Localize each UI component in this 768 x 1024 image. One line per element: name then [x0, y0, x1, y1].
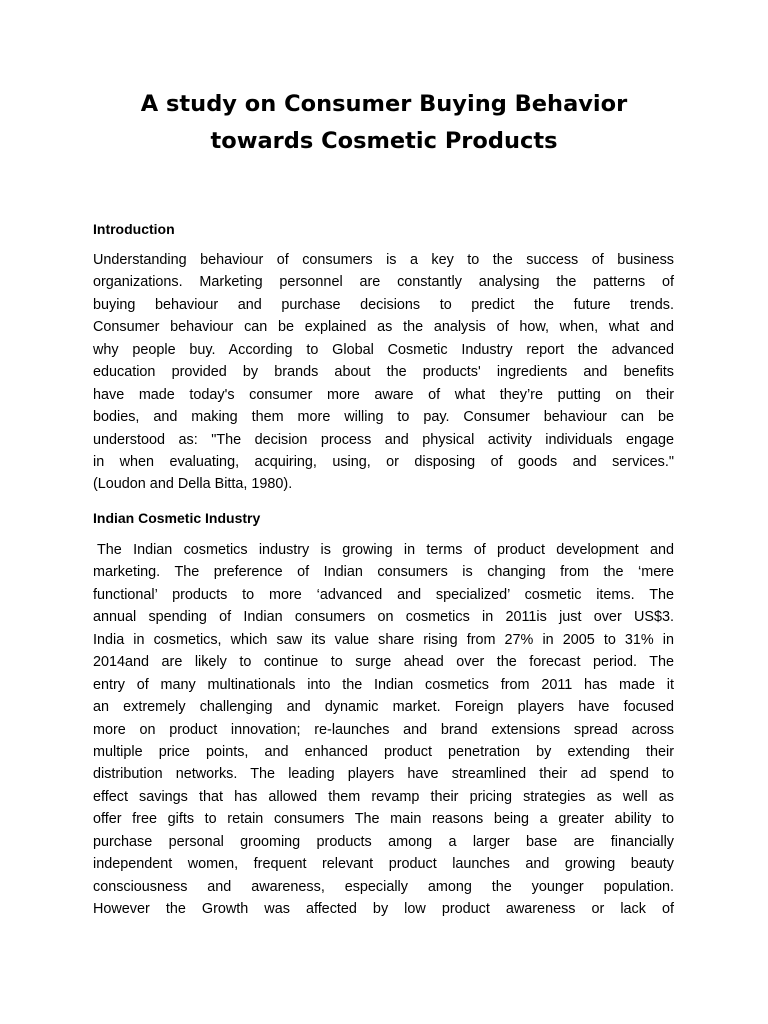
- paragraph-line: buying behaviour and purchase decisions to predict the future trends.: [93, 296, 674, 313]
- paragraph-line: understood as: "The decision process and physical activity individuals engage: [93, 431, 674, 448]
- paragraph-line: have made today's consumer more aware of what they’re putting on their: [93, 386, 674, 403]
- paragraph-line: (Loudon and Della Bitta, 1980).: [93, 476, 293, 493]
- paragraph-line: entry of many multinationals into the Indian cosmetics from 2011 has made it: [93, 676, 674, 693]
- title-line-2: towards Cosmetic Products: [210, 128, 558, 154]
- paragraph-line: 2014and are likely to continue to surge ahead over the forecast period. The: [93, 654, 674, 671]
- indian-cosmetic-industry-paragraph: [93, 539, 674, 920]
- section-heading-introduction: Introduction: [93, 221, 175, 237]
- paragraph-line: marketing. The preference of Indian consumers is changing from the ‘mere: [93, 564, 674, 581]
- paragraph-line: However the Growth was affected by low product awareness or lack of: [93, 901, 674, 917]
- paragraph-line: effect savings that has allowed them revamp their pricing strategies as well as: [93, 788, 674, 805]
- paragraph-line: consciousness and awareness, especially among the younger population.: [93, 878, 674, 895]
- introduction-paragraph: [93, 249, 674, 496]
- paragraph-line: annual spending of Indian consumers on cosmetics in 2011is just over US$3.: [93, 609, 674, 626]
- paragraph-line: The Indian cosmetics industry is growing in terms of product development and: [97, 542, 674, 558]
- paragraph-line: an extremely challenging and dynamic market. Foreign players have focused: [93, 699, 674, 716]
- paragraph-line: more on product innovation; re-launches and brand extensions spread across: [93, 721, 674, 738]
- paragraph-line: Consumer behaviour can be explained as the analysis of how, when, what and: [93, 319, 674, 336]
- paragraph-line: organizations. Marketing personnel are constantly analysing the patterns of: [93, 274, 674, 291]
- title-line-1: A study on Consumer Buying Behavior: [140, 91, 628, 117]
- paragraph-line: distribution networks. The leading players have streamlined their ad spend to: [93, 766, 674, 783]
- paragraph-line: India in cosmetics, which saw its value share rising from 27% in 2005 to 31% in: [93, 631, 674, 648]
- paragraph-line: in when evaluating, acquiring, using, or disposing of goods and services.": [93, 453, 674, 470]
- paragraph-line: independent women, frequent relevant product launches and growing beauty: [93, 856, 674, 873]
- paragraph-line: education provided by brands about the products' ingredients and benefits: [93, 364, 674, 381]
- paragraph-line: multiple price points, and enhanced product penetration by extending their: [93, 743, 674, 760]
- paragraph-line: purchase personal grooming products among a larger base are financially: [93, 833, 674, 850]
- document-title: [60, 86, 708, 160]
- paragraph-line: offer free gifts to retain consumers The main reasons being a greater ability to: [93, 811, 674, 828]
- paragraph-line: functional’ products to more ‘advanced and specialized’ cosmetic items. The: [93, 586, 674, 603]
- section-heading-indian-cosmetic-industry: Indian Cosmetic Industry: [93, 510, 261, 526]
- paragraph-line: Understanding behaviour of consumers is a key to the success of business: [93, 252, 674, 268]
- paragraph-line: why people buy. According to Global Cosmetic Industry report the advanced: [93, 341, 674, 358]
- paragraph-line: bodies, and making them more willing to pay. Consumer behaviour can be: [93, 409, 674, 426]
